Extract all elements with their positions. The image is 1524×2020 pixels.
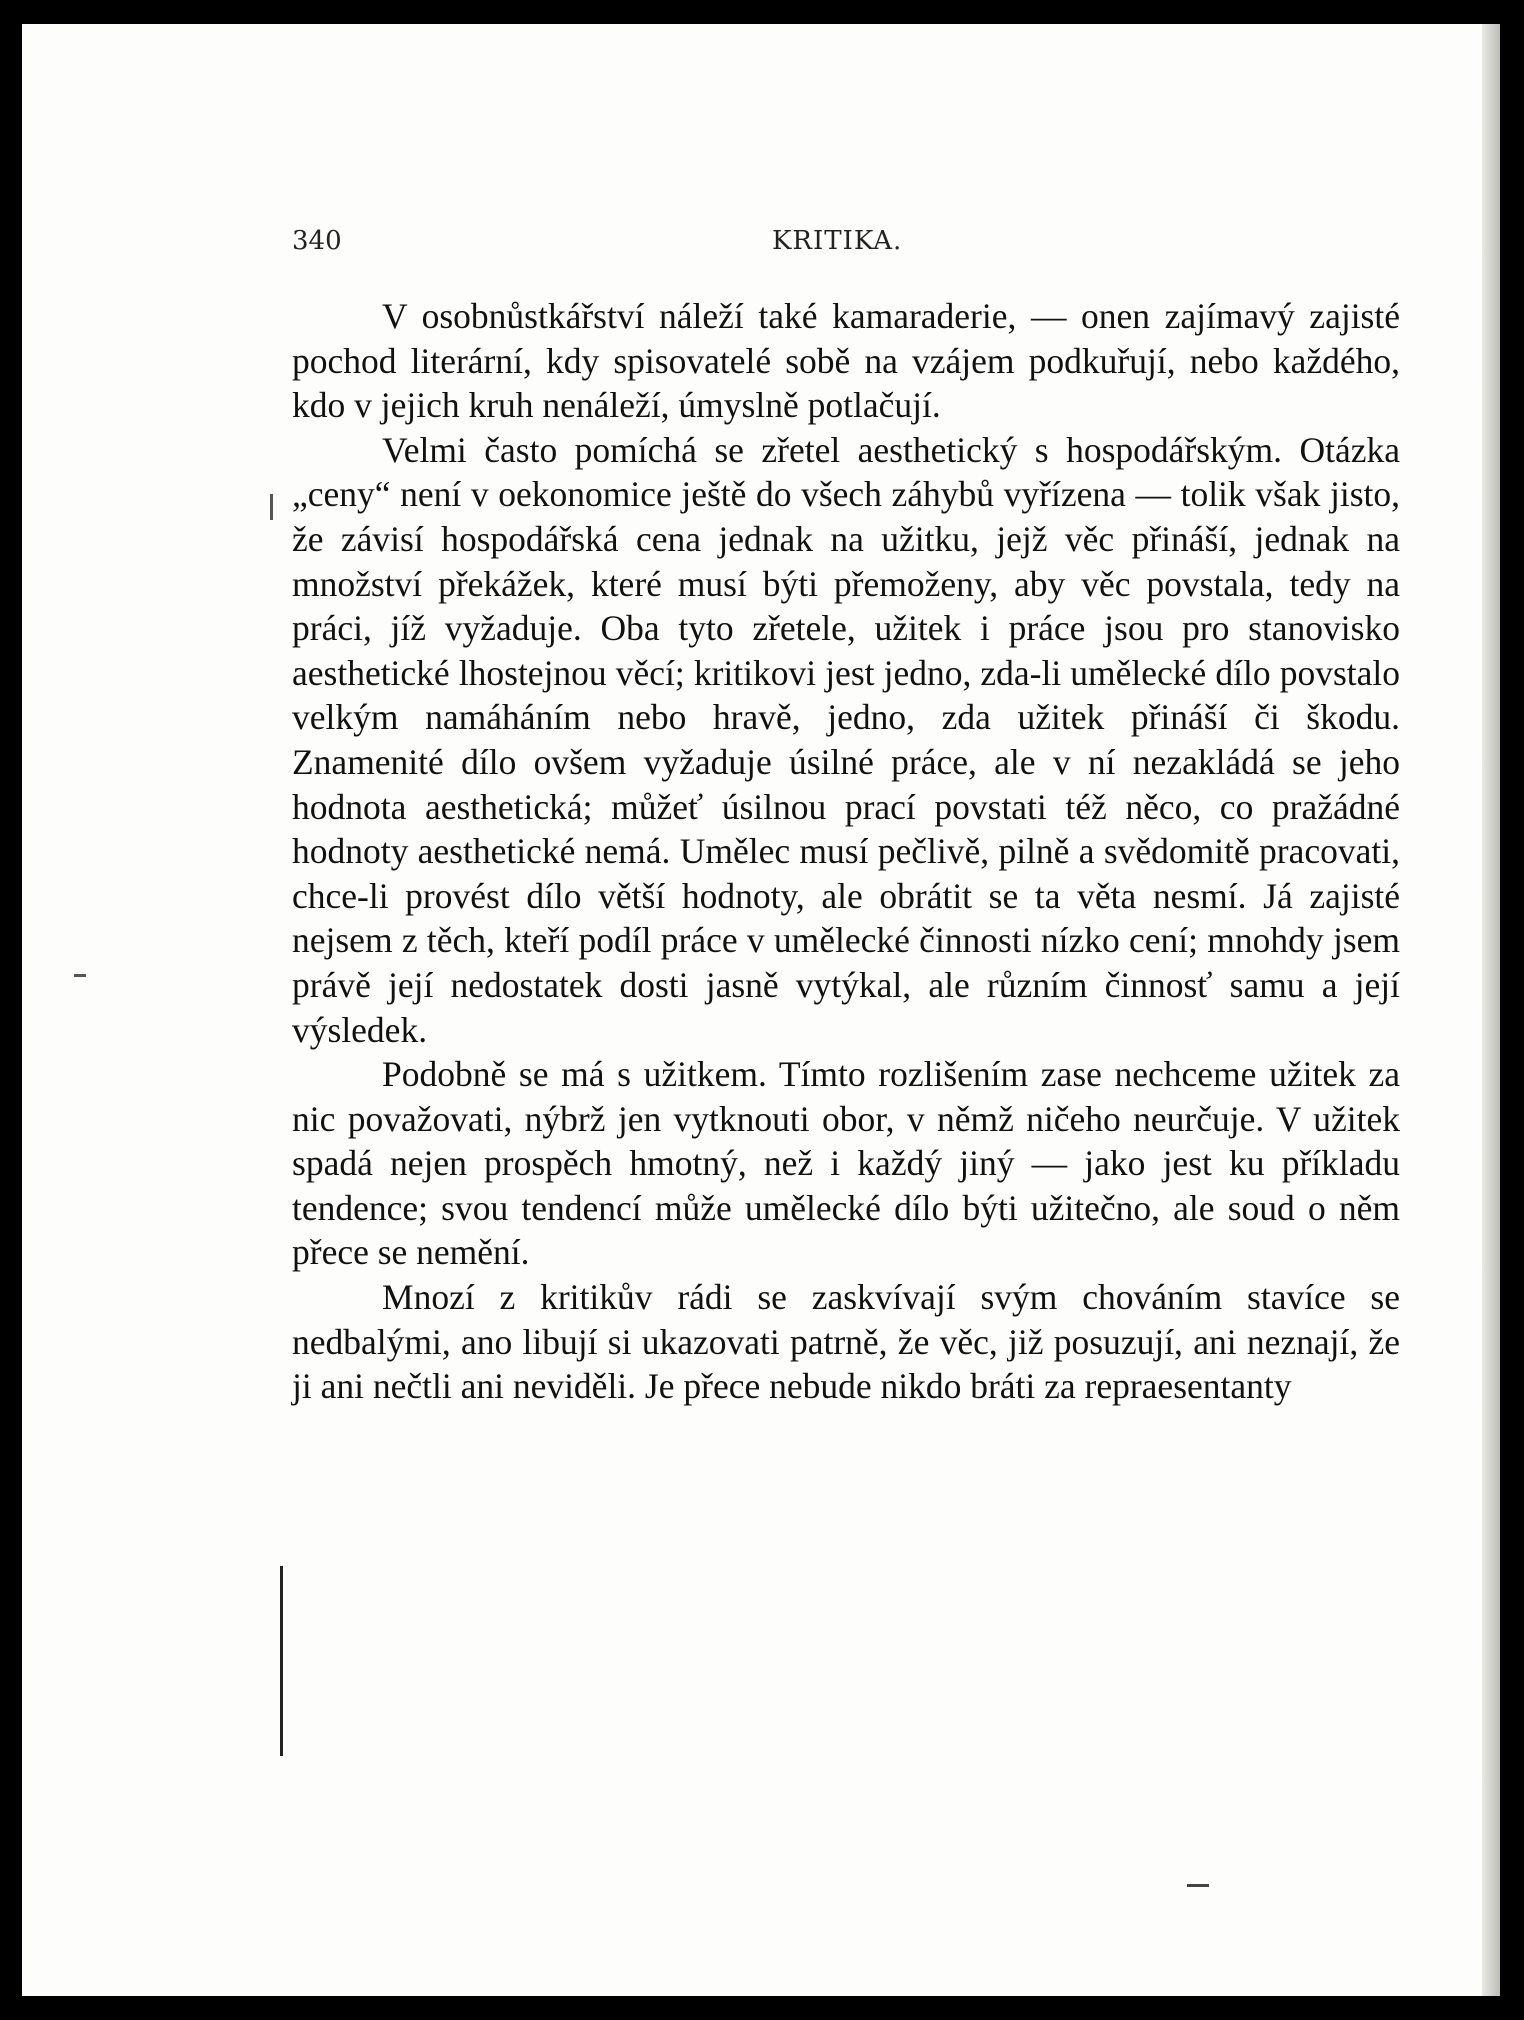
margin-pencil-mark [270,494,273,520]
page-title: KRITIKA. [772,226,903,256]
paragraph-2: Velmi často pomíchá se zřetel aesthetický s hospodářským. Otázka „ceny“ není v oekonomice ještě do všech záhybů vyřízena — tolik však jisto, že závisí hospodářská cena jednak na užitku, jejž věc přináší, jednak na množství překážek, které musí býti přemoženy, aby věc povstala, tedy na práci, jíž vyžaduje. Oba tyto zřetele, užitek i práce jsou pro stanovisko aesthetické lhostejnou věcí; kritikovi jest jedno, zda-li umělecké dílo povstalo velkým namáháním nebo hravě, jedno, zda užitek přináší či škodu. Znamenité dílo ovšem vyžaduje úsilné práce, ale v ní nezakládá se jeho hodnota aesthetická; můžeť úsilnou prací povstati též něco, co pražádné hodnoty aesthetické nemá. Umělec musí pečlivě, pilně a svědomitě pracovati, chce-li provést dílo větší hodnoty, ale obrátit se ta věta nesmí. Já zajisté nejsem z těch, kteří podíl práce v umělecké činnosti nízko cení; mnohdy jsem právě její nedostatek dosti jasně vytýkal, ale různím činnosť samu a její výsledek. [292,429,1400,1050]
page-number: 340 [292,226,342,256]
stray-ink-mark [1187,1884,1209,1887]
body-text [292,294,1400,1409]
paragraph-1: V osobnůstkářství náleží také kamaraderie, — onen zajímavý zajisté pochod literární, kdy spisovatelé sobě na vzájem podkuřují, nebo každého, kdo v jejich kruh nenáleží, úmyslně potlačují. [292,296,1400,426]
margin-dash-mark [74,974,86,977]
page-edge-shadow [1482,24,1500,1996]
paragraph-4: Mnozí z kritikův rádi se zaskvívají svým chováním stavíce se nedbalými, ano libují si ukazovati patrně, že věc, již posuzují, ani neznají, že ji ani nečtli ani neviděli. Je přece nebude nikdo bráti za repraesentanty [292,1277,1400,1407]
paragraph-3: Podobně se má s užitkem. Tímto rozlišením zase nechceme užitek za nic považovati, nýbrž jen vytknouti obor, v němž ničeho neurčuje. V užitek spadá nejen prospěch hmotný, než i každý jiný — jako jest ku příkladu tendence; svou tendencí může umělecké dílo býti užitečno, ale soud o něm přece se nemění. [292,1054,1400,1273]
margin-bracket-mark [280,1566,283,1756]
book-page [22,24,1500,1996]
